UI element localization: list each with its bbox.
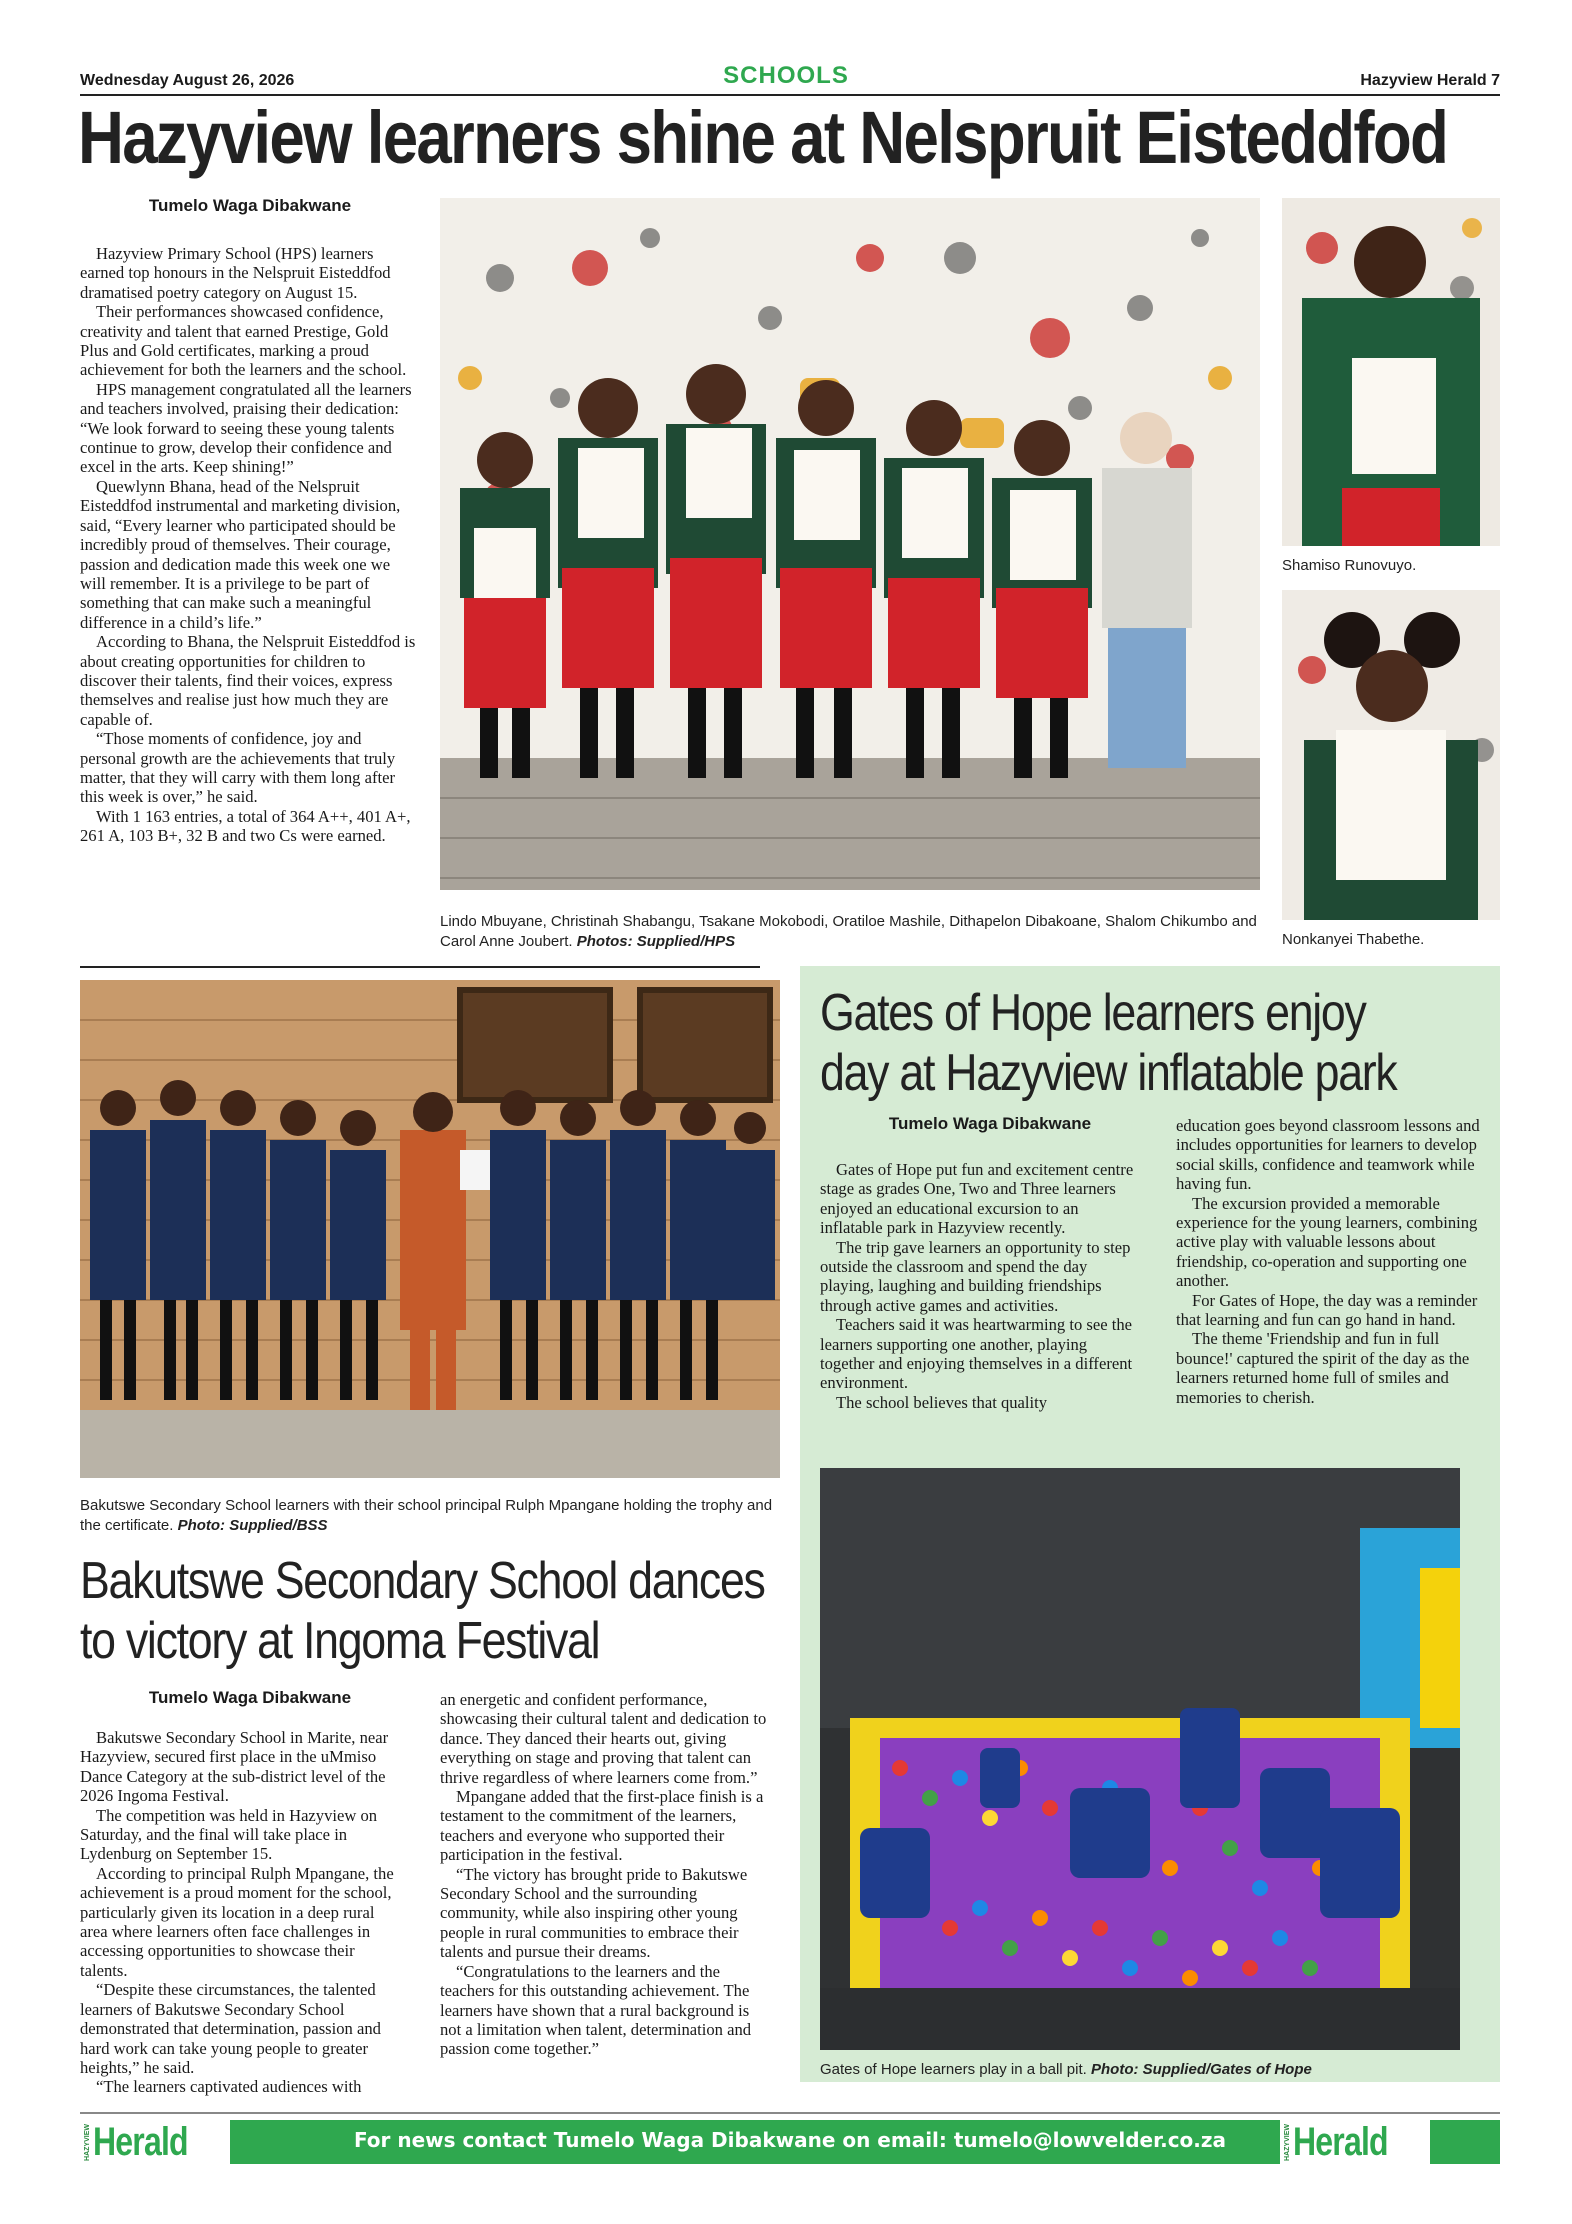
- story1-paragraph: Hazyview Primary School (HPS) learners earned top honours in the Nelspruit Eisteddfod dramatised poetry category on August 15.: [80, 244, 391, 302]
- ball-pit-photo-credit: Photo: Supplied/Gates of Hope: [1091, 2061, 1312, 2078]
- story2-headline-line1: Bakutswe Secondary School dances: [80, 1552, 765, 1610]
- footer-contact: For news contact Tumelo Waga Dibakwane on email: tumelo@lowvelder.co.za: [353, 2128, 1227, 2152]
- story3-col1: [820, 1160, 1140, 1412]
- bakutswe-illustration: [80, 980, 780, 1478]
- herald-logo-right: [1280, 2120, 1430, 2164]
- story3-headline-line2: day at Hazyview inflatable park: [820, 1044, 1397, 1102]
- logo-small-text: HAZYVIEW: [84, 2123, 91, 2161]
- story1-byline: Tumelo Waga Dibakwane: [148, 196, 352, 215]
- footer-rule: [80, 2112, 1500, 2114]
- story3-byline: Tumelo Waga Dibakwane: [888, 1114, 1092, 1133]
- story2-paragraph: According to principal Rulph Mpangane, the achievement is a proud moment for the school, particularly given its location in a deep rural area where learners often face challenges in accessing opportunities to showcase their talents.: [80, 1863, 394, 1980]
- story2-headline-line2: to victory at Ingoma Festival: [80, 1612, 600, 1670]
- story3-continuation: education goes beyond classroom lessons and includes opportunities for learners to develop social skills, confidence and teamwork while having fun.: [1176, 1116, 1480, 1194]
- story2-paragraph: Bakutswe Secondary School in Marite, near Hazyview, secured first place in the uMmiso Dance Category at the sub-district level of the 2026 Ingoma Festival.: [80, 1728, 389, 1806]
- story1-paragraph: According to Bhana, the Nelspruit Eisteddfod is about creating opportunities for children to discover their talents, find their voices, express themselves and realise just how much they are capable of.: [80, 632, 416, 729]
- bakutswe-caption-text: Bakutswe Secondary School learners with their school principal Rulph Mpangane holding the trophy and the certificate.: [80, 1497, 773, 1534]
- story2-paragraph: “Congratulations to the learners and the teachers for this outstanding achievement. The learners have shown that a rural background is not a limitation when talent, determination and passion come together.”: [440, 1961, 752, 2059]
- story2-col2: [440, 1690, 770, 2059]
- main-photo-caption-text: Lindo Mbuyane, Christinah Shabangu, Tsakane Mokobodi, Oratiloe Mashile, Dithapelon Dibakoane, Shalom Chikumbo and Carol Anne Joubert.: [440, 913, 1257, 950]
- story2-col1: [80, 1728, 400, 2097]
- story1-paragraph: “Those moments of confidence, joy and personal growth are the achievements that truly matter, that they will carry with them long after this week is over,” he said.: [80, 729, 396, 807]
- shamiso-illustration: [1282, 198, 1500, 546]
- nonkanyei-illustration: [1282, 590, 1500, 920]
- shamiso-caption: Shamiso Runovuyo.: [1282, 557, 1417, 574]
- story1-paragraph: Their performances showcased confidence, creativity and talent that earned Prestige, Gold Plus and Gold certificates, marking a proud achievement for both the learners and the school.: [80, 302, 407, 380]
- story2-paragraph: “The learners captivated audiences with: [96, 2077, 362, 2097]
- issue-date: Wednesday August 26, 2026: [80, 72, 295, 89]
- story2-paragraph: Mpangane added that the first-place finish is a testament to the commitment of the learners, teachers and everyone who supported their participation in the festival.: [440, 1787, 764, 1865]
- bakutswe-photo: [80, 980, 780, 1478]
- story1-paragraph: Quewlynn Bhana, head of the Nelspruit Eisteddfod instrumental and marketing division, said, “Every learner who participated should be incredibly proud of themselves. Their courage, passion and dedication made this week one we will remember. It is a privilege to be part of something that can make such a meaningful difference in a child’s life.”: [80, 476, 401, 632]
- story3-paragraph: The theme 'Friendship and fun in full bounce!' captured the spirit of the day as the learners returned home full of smiles and memories to cherish.: [1176, 1329, 1470, 1407]
- story3-paragraph: Teachers said it was heartwarming to see the learners supporting one another, playing together and enjoying themselves in a different environment.: [820, 1315, 1133, 1393]
- main-photo-caption: [440, 912, 1260, 952]
- bakutswe-photo-caption: [80, 1496, 780, 1536]
- story3-paragraph: The school believes that quality: [836, 1392, 1048, 1412]
- story3-paragraph: Gates of Hope put fun and excitement centre stage as grades One, Two and Three learners enjoyed an educational excursion to an inflatable park in Hazyview recently.: [820, 1160, 1134, 1238]
- story3-paragraph: For Gates of Hope, the day was a reminder that learning and fun can go hand in hand.: [1176, 1290, 1478, 1330]
- story1-headline: Hazyview learners shine at Nelspruit Eisteddfod: [78, 96, 1448, 179]
- story2-paragraph: “Despite these circumstances, the talented learners of Bakutswe Secondary School demonstrated that determination, passion and hard work can take young people to greater heights,” he said.: [80, 1980, 381, 2077]
- ball-pit-illustration: [820, 1468, 1460, 2050]
- section-label: SCHOOLS: [723, 62, 849, 89]
- ball-pit-caption-text: Gates of Hope learners play in a ball pit.: [820, 2061, 1087, 2078]
- ball-pit-photo: [820, 1468, 1460, 2050]
- logo-small-text: HAZYVIEW: [1284, 2123, 1291, 2161]
- story1-body: [80, 244, 420, 846]
- page-number: Hazyview Herald 7: [1360, 72, 1500, 89]
- eisteddfod-group-photo: [440, 198, 1260, 890]
- nonkanyei-caption: Nonkanyei Thabethe.: [1282, 931, 1425, 948]
- group-photo-illustration: [440, 198, 1260, 890]
- story2-paragraph: “The victory has brought pride to Bakutswe Secondary School and the surrounding community, while also inspiring other young people in rural communities to embrace their talents and pursue their dreams.: [440, 1864, 748, 1962]
- logo-word: Herald: [93, 2119, 188, 2164]
- story3-paragraph: The trip gave learners an opportunity to step outside the classroom and spend the day playing, laughing and building friendships through active games and activities.: [820, 1237, 1131, 1315]
- section-divider: [80, 966, 760, 968]
- story3-col2: [1176, 1116, 1488, 1407]
- bakutswe-photo-credit: Photo: Supplied/BSS: [177, 1517, 328, 1534]
- ball-pit-caption: [820, 2060, 1480, 2080]
- main-photo-credit: Photos: Supplied/HPS: [576, 933, 736, 950]
- nonkanyei-photo: [1282, 590, 1500, 920]
- story3-headline-line1: Gates of Hope learners enjoy: [820, 984, 1366, 1042]
- story2-byline: Tumelo Waga Dibakwane: [148, 1688, 352, 1707]
- logo-word: Herald: [1293, 2119, 1388, 2164]
- story2-paragraph: The competition was held in Hazyview on Saturday, and the final will take place in Lydenburg on September 15.: [80, 1805, 378, 1864]
- story1-paragraph: HPS management congratulated all the learners and teachers involved, praising their dedication: “We look forward to seeing these young talents continue to grow, develop their confidence and excel in the arts. Keep shining!”: [80, 379, 412, 477]
- story2-continuation: an energetic and confident performance, showcasing their cultural talent and dedication to dance. They danced their hearts out, giving everything on stage and proving that talent can thrive regardless of where learners come from.”: [440, 1690, 767, 1787]
- story3-paragraph: The excursion provided a memorable experience for the young learners, combining active play with valuable lessons about friendship, co-operation and supporting one another.: [1176, 1193, 1478, 1291]
- story1-paragraph: With 1 163 entries, a total of 364 A++, 401 A+, 261 A, 103 B+, 32 B and two Cs were earned.: [80, 806, 411, 846]
- shamiso-photo: [1282, 198, 1500, 546]
